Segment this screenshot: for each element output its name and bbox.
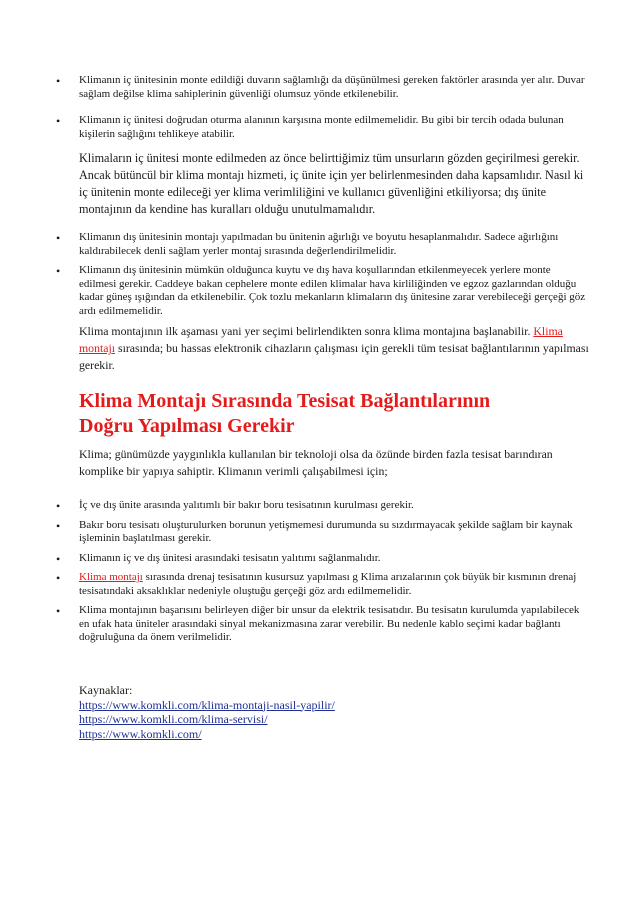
- sources-block: [79, 683, 335, 741]
- list-item-text: Klima montajının başarısını belirleyen diğer bir unsur da elektrik tesisatıdır. Bu tesisatın kurulumda yapılabilecek en ufak hata üniteler arasındaki sinyal mekanizmasına zarar verebilir. Bu nedenle kablo seçimi kadar bağlantı doğruluğuna da önem verilmelidir.: [79, 604, 580, 643]
- list-item: [0, 604, 638, 645]
- list-item-text: Klimanın iç ünitesi doğrudan oturma alanının karşısına monte edilmemelidir. Bu gibi bir tercih odada bulunan kişilerin sağlığını tehlikeye atabilir.: [79, 114, 564, 140]
- bullet-list-tesisat: [0, 499, 638, 645]
- klima-montaji-link[interactable]: Klima montajı: [79, 324, 563, 355]
- bullet-icon: •: [56, 264, 61, 278]
- klima-montaji-link[interactable]: Klima montajı: [79, 571, 143, 583]
- list-item-text: Bakır boru tesisatı oluşturulurken borunun yetişmemesi durumunda su sızdırmayacak şekilde sağlam bir kaynak işleminin başlatılması gerekir.: [79, 518, 573, 544]
- list-item: [0, 519, 638, 546]
- source-link[interactable]: https://www.komkli.com/: [79, 726, 202, 741]
- paragraph-text: Klima montajının ilk aşaması yani yer seçimi belirlendikten sonra klima montajına başlanabilir.: [79, 324, 531, 338]
- paragraph-outdoor-intro: Klimaların iç ünitesi monte edilmeden az önce belirttiğimiz tüm unsurların gözden geçirilmesi gerekir. Ancak bütüncül bir klima montajı hizmeti, iç ünite için yer belirlenmesinden daha kapsamlıdır. Nasıl ki iç ünitenin monte edileceği yer klima verimliliğini ve kullanıcı güvenliğini etkiliyorsa; dış ünite montajının da kendine has kuralları olduğu unutulmamalıdır.: [79, 151, 584, 216]
- bullet-list-outdoor-unit: [0, 231, 638, 318]
- list-item-text: Klimanın dış ünitesinin montajı yapılmadan bu ünitenin ağırlığı ve boyutu hesaplanmalıdır. Sadece ağırlığını kaldırabilecek denli sağlam yerler montaj sırasında değerlendirilmelidir.: [79, 231, 559, 257]
- bullet-icon: •: [56, 499, 61, 513]
- list-item-text: [79, 571, 588, 598]
- bullet-icon: •: [56, 231, 61, 245]
- list-item-text-rest: sırasında drenaj tesisatının kusursuz yapılması g Klima arızalarının çok büyük bir kısmının drenaj tesisatındaki aksaklıklar nedeniyle oluştuğu gerçeği göz ardı edilmemelidir.: [79, 571, 577, 597]
- bullet-icon: •: [56, 518, 61, 533]
- list-item-text: İç ve dış ünite arasında yalıtımlı bir bakır boru tesisatının kurulması gerekir.: [79, 499, 414, 511]
- paragraph-tesisat-intro: Klima; günümüzde yaygınlıkla kullanılan bir teknoloji olsa da özünde birden fazla tesisat barındıran komplike bir yapıya sahiptir. Klimanın verimli çalışabilmesi için;: [79, 447, 553, 478]
- bullet-list-indoor-unit: [0, 74, 638, 141]
- list-item: [0, 499, 638, 513]
- bullet-icon: •: [56, 74, 61, 88]
- paragraph-text: sırasında; bu hassas elektronik cihazların çalışması için gerekli tüm tesisat bağlantılarının yapılması gerekir.: [79, 341, 589, 372]
- bullet-icon: •: [56, 551, 61, 566]
- list-item: [0, 571, 638, 598]
- sources-label: Kaynaklar:: [79, 683, 133, 697]
- bullet-icon: •: [56, 604, 61, 618]
- list-item: [0, 231, 638, 258]
- list-item-text: Klimanın iç ve dış ünitesi arasındaki tesisatın yalıtımı sağlanmalıdır.: [79, 551, 381, 564]
- list-item-text: Klimanın dış ünitesinin mümkün olduğunca kuytu ve dış hava koşullarından etkilenmeyecek yerlere monte edilmesi gerekir. Caddeye bakan cephelere monte edilen klimalar hava kirliliğinden ve egzoz gazlarından olduğu kadar güneş ışığından da etkilenebilir. Çok tozlu mekanların klimaların dış ünitesine zarar verebileceği gerçeği göz ardı edilmemelidir.: [79, 264, 586, 317]
- bullet-icon: •: [56, 571, 61, 585]
- bullet-icon: •: [56, 114, 61, 128]
- source-link[interactable]: https://www.komkli.com/klima-servisi/: [79, 712, 268, 726]
- section-heading: Klima Montajı Sırasında Tesisat Bağlantılarının Doğru Yapılması Gerekir: [79, 390, 491, 437]
- list-item: [0, 114, 638, 141]
- list-item: [0, 264, 638, 318]
- list-item: [0, 552, 638, 566]
- paragraph-installation-start: [79, 323, 590, 374]
- source-link[interactable]: https://www.komkli.com/klima-montaji-nasil-yapilir/: [79, 697, 335, 712]
- list-item: [0, 74, 638, 101]
- list-item-text: Klimanın iç ünitesinin monte edildiği duvarın sağlamlığı da düşünülmesi gereken faktörler arasında yer alır. Duvar sağlam değilse klima sahiplerinin güvenliği olumsuz yönde etkilenebilir.: [79, 74, 585, 100]
